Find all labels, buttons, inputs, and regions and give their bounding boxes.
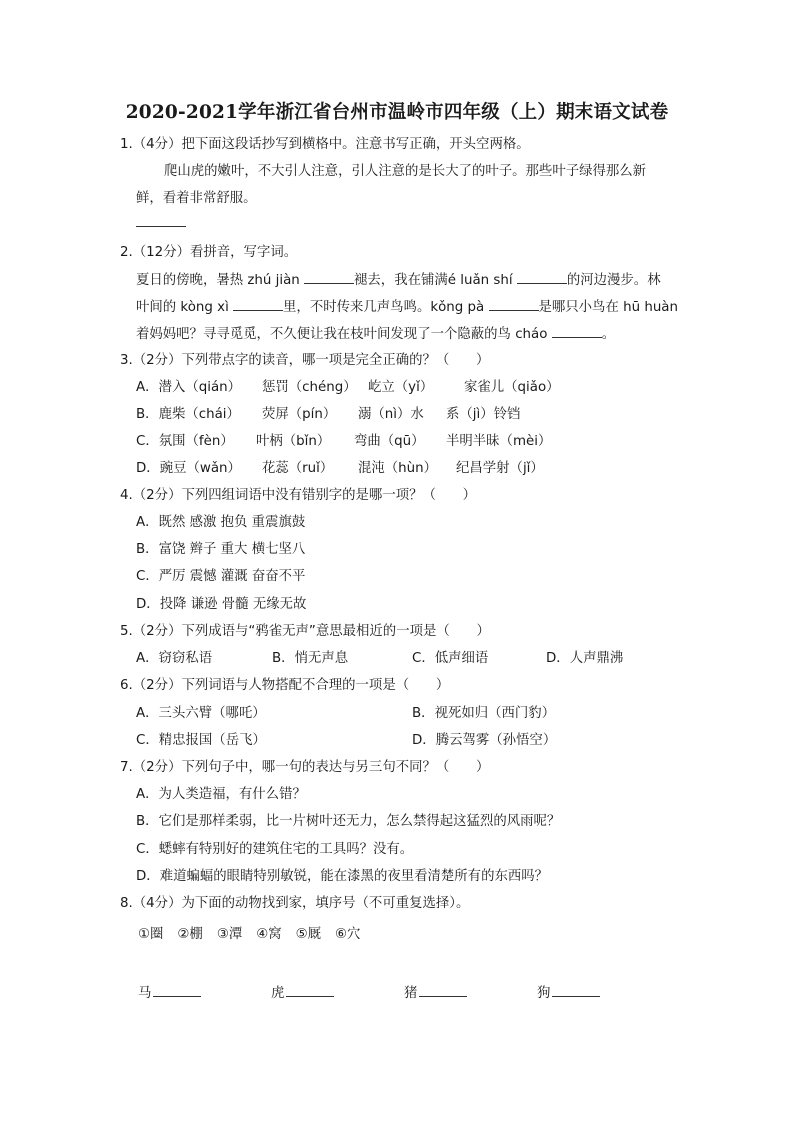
question-4-option-d: D．投降 谦逊 骨髓 无缘无故 <box>136 597 307 612</box>
answer-blank[interactable] <box>304 271 354 284</box>
answer-blank[interactable] <box>552 325 602 338</box>
option-c: C．精忠报国（岳飞） <box>136 733 266 748</box>
answer-blank[interactable] <box>517 271 567 284</box>
choice: ⑥穴 <box>335 927 361 942</box>
question-2-line-3: 着妈妈吧？寻寻觅觅，不久便让我在枝叶间发现了一个隐蔽的鸟 cháo 。 <box>136 327 616 342</box>
animal-horse-item: 马 <box>138 984 201 1003</box>
exam-page: 2020-2021学年浙江省台州市温岭市四年级（上）期末语文试卷 1.（4分）把下面这段话抄写到横格中。注意书写正确，开头空两格。 爬山虎的嫩叶，不大引人注意，引人注意的是长大了的叶子。那些叶子绿得那么新 鲜，看着非常舒服。 2.（12分）看拼音，写字词。 夏日的傍晚，暑热 zhú jiàn 褪去，我在铺满é luǎn shí 的河边漫步。林 叶间的 kòng xì 里，不时传来几声鸟鸣。kǒng pà 是哪只小鸟在 hū huàn 着妈妈吧？寻寻觅觅，不久便让我在枝叶间发现了一个隐蔽的鸟 cháo 。 3.（2分）下列带点字的读音，哪一项是完全正确的？（ ） A．潜入（qián） 惩罚（chéng） 屹立（yǐ） 家雀儿（qiǎo） B．鹿柴（chái） 荧屏（pín） 溺（nì）水 系（jì）铃铛 C．氛围（fèn） 叶柄（bǐn） 弯曲（qū） 半明半昧（mèi） D．豌豆（wǎn） 花蕊（ruǐ） 混沌（hùn） 纪昌学射（jǐ） 4.（2分）下列四组词语中没有错别字的是哪一项？（ ） A．既然 感激 抱负 重震旗鼓 B．富饶 辫子 重大 横七坚八 C．严厉 震憾 灌溉 奋奋不平 D．投降 谦逊 骨髓 无缘无故 5.（2分）下列成语与“鸦雀无声”意思最相近的一项是（ ） A．窃窃私语 B．悄无声息 C．低声细语 D．人声鼎沸 6.（2分）下列词语与人物搭配不合理的一项是（ ） A．三头六臂（哪吒） B．视死如归（西门豹） C．精忠报国（岳飞） D．腾云驾雾（孙悟空） 7.（2分）下列句子中，哪一句的表达与另三句不同？（ ） A．为人类造福，有什么错？ B．它们是那样柔弱，比一片树叶还无力，怎么禁得起这猛烈的风雨呢？ C．蟋蟀有特别好的建筑住宅的工具吗？没有。 D．难道蝙蝠的眼睛特别敏锐，能在漆黑的夜里看清楚所有的东西吗？ 8.（4分）为下面的动物找到家，填序号（不可重复选择）。 ①圈 ②棚 ③潭 ④窝 ⑤厩 ⑥穴 马 虎 猪 狗 <box>0 0 794 1123</box>
question-7-stem: 7.（2分）下列句子中，哪一句的表达与另三句不同？（ ） <box>120 760 490 775</box>
option-b: B．悄无声息 <box>272 651 349 666</box>
question-4-option-c: C．严厉 震憾 灌溉 奋奋不平 <box>136 569 306 584</box>
animal-dog-item: 狗 <box>537 984 600 1003</box>
question-2-line-1: 夏日的傍晚，暑热 zhú jiàn 褪去，我在铺满é luǎn shí 的河边漫步。林 <box>136 273 661 288</box>
answer-blank[interactable] <box>153 984 201 997</box>
question-7-option-c: C．蟋蟀有特别好的建筑住宅的工具吗？没有。 <box>136 842 414 857</box>
animal-tiger-item: 虎 <box>271 984 334 1003</box>
option-c: C．低声细语 <box>412 651 489 666</box>
question-4-option-a: A．既然 感激 抱负 重震旗鼓 <box>136 515 306 530</box>
choice: ③潭 <box>216 927 243 942</box>
option-a: A．三头六臂（哪吒） <box>136 706 266 721</box>
page-title: 2020-2021学年浙江省台州市温岭市四年级（上）期末语文试卷 <box>125 102 669 123</box>
option-b: B．视死如归（西门豹） <box>412 706 556 721</box>
question-1-passage-line-2: 鲜，看着非常舒服。 <box>136 191 257 206</box>
question-1-answer-blank[interactable] <box>136 214 186 233</box>
choice: ②棚 <box>177 927 203 942</box>
choice: ①圈 <box>138 927 164 942</box>
option-a: A．窃窃私语 <box>136 651 213 666</box>
question-7-option-d: D．难道蝙蝠的眼睛特别敏锐，能在漆黑的夜里看清楚所有的东西吗？ <box>136 869 549 884</box>
answer-blank[interactable] <box>489 298 539 311</box>
question-7-option-a: A．为人类造福，有什么错？ <box>136 787 306 802</box>
question-1-stem: 1.（4分）把下面这段话抄写到横格中。注意书写正确，开头空两格。 <box>120 137 530 152</box>
answer-blank[interactable] <box>233 298 283 311</box>
question-4-option-b: B．富饶 辫子 重大 横七坚八 <box>136 542 306 557</box>
question-6-stem: 6.（2分）下列词语与人物搭配不合理的一项是（ ） <box>120 678 450 693</box>
animal-pig-item: 猪 <box>404 984 467 1003</box>
question-1-passage-line-1: 爬山虎的嫩叶，不大引人注意，引人注意的是长大了的叶子。那些叶子绿得那么新 <box>164 164 647 179</box>
question-2-stem: 2.（12分）看拼音，写字词。 <box>120 245 298 260</box>
question-8-stem: 8.（4分）为下面的动物找到家，填序号（不可重复选择）。 <box>120 896 470 911</box>
question-8-choices <box>138 926 374 944</box>
question-4-stem: 4.（2分）下列四组词语中没有错别字的是哪一项？（ ） <box>120 488 477 503</box>
question-3-stem: 3.（2分）下列带点字的读音，哪一项是完全正确的？（ ） <box>120 353 490 368</box>
option-d: D．腾云驾雾（孙悟空） <box>412 733 557 748</box>
answer-blank[interactable] <box>552 984 600 997</box>
answer-blank[interactable] <box>286 984 334 997</box>
choice: ⑤厩 <box>295 927 322 942</box>
question-7-option-b: B．它们是那样柔弱，比一片树叶还无力，怎么禁得起这猛烈的风雨呢？ <box>136 814 561 829</box>
question-5-stem: 5.（2分）下列成语与“鸦雀无声”意思最相近的一项是（ ） <box>120 624 490 639</box>
option-d: D．人声鼎沸 <box>546 651 624 666</box>
answer-blank[interactable] <box>419 984 467 997</box>
question-2-line-2: 叶间的 kòng xì 里，不时传来几声鸟鸣。kǒng pà 是哪只小鸟在 hū huàn <box>136 300 678 315</box>
choice: ④窝 <box>256 927 282 942</box>
